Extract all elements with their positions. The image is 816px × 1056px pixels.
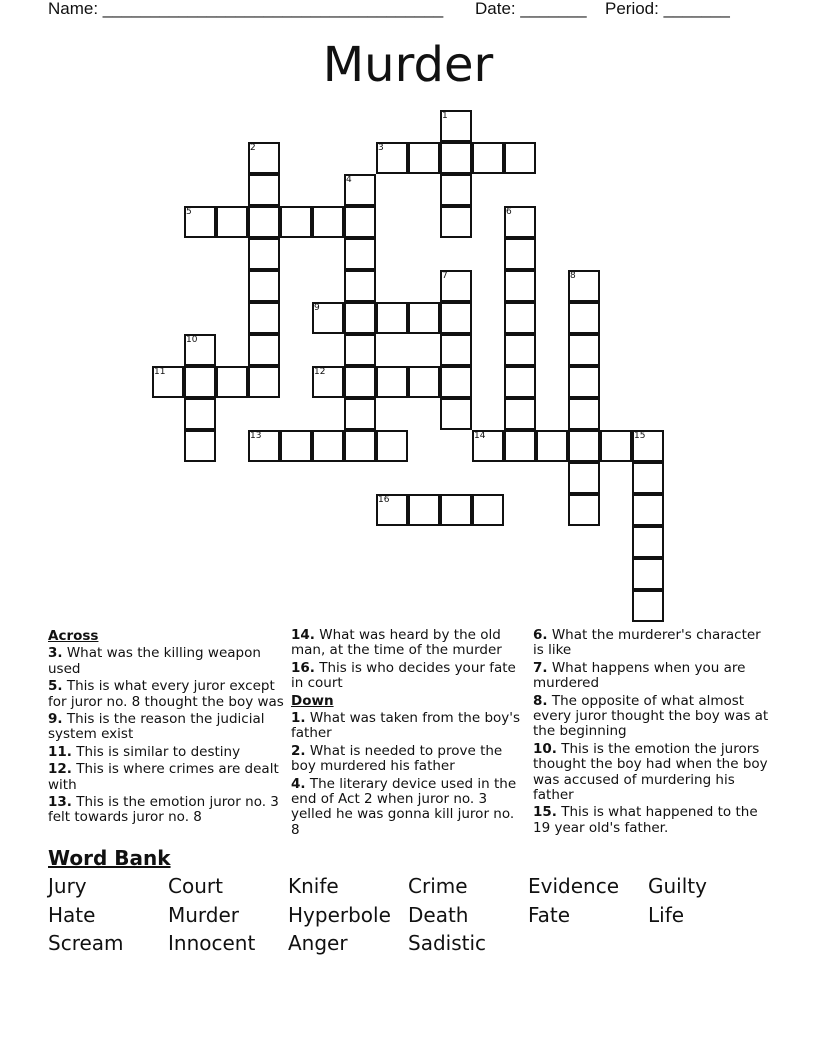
cell-number: 8 [570,271,576,281]
clue-down-2: 2. What is needed to prove the boy murdered his father [291,742,503,775]
grid-cell[interactable] [216,366,248,398]
word-bank-item: Innocent [168,931,256,955]
grid-cell[interactable] [248,238,280,270]
clue-across-9: 9. This is the reason the judicial system exist [48,711,265,743]
cell-number: 6 [506,207,512,217]
clue-across-11: 11. This is similar to destiny [48,743,241,760]
grid-cell[interactable] [376,302,408,334]
grid-cell[interactable] [344,302,376,334]
grid-cell[interactable] [408,302,440,334]
word-bank-title: Word Bank [48,846,171,870]
grid-cell[interactable] [504,430,536,462]
grid-cell[interactable] [632,590,664,622]
clues-column-3 [533,628,769,838]
clue-across-14: 14. What was heard by the old man, at the time of the murder [291,627,502,659]
grid-cell[interactable] [568,430,600,462]
grid-cell[interactable] [184,430,216,462]
word-bank-item: Sadistic [408,931,487,955]
grid-cell[interactable] [440,494,472,526]
grid-cell[interactable] [472,494,504,526]
grid-cell[interactable] [312,206,344,238]
down-heading: Down [291,692,334,709]
clue-across-16: 16. This is who decides your fate in court [291,659,516,692]
grid-cell[interactable] [632,462,664,494]
word-bank [48,872,768,958]
word-bank-item: Court [168,874,223,898]
grid-cell[interactable] [408,494,440,526]
puzzle-title: Murder [322,37,494,93]
grid-cell[interactable] [248,206,280,238]
clue-across-13: 13. This is the emotion juror no. 3 felt towards juror no. 8 [48,794,279,826]
cell-number: 14 [474,431,486,441]
grid-cell[interactable] [440,366,472,398]
grid-cell[interactable] [568,494,600,526]
word-bank-item: Evidence [528,874,620,898]
period-field[interactable]: Period: _______ [605,0,730,18]
cell-number: 1 [442,111,448,121]
grid-cell[interactable] [344,430,376,462]
word-bank-item: Fate [528,902,571,927]
word-bank-item: Death [408,902,469,927]
grid-cell[interactable] [568,462,600,494]
grid-cell[interactable] [280,206,312,238]
grid-cell[interactable] [248,270,280,302]
grid-cell[interactable] [440,206,472,238]
cell-number: 13 [250,431,262,441]
clue-across-12: 12. This is where crimes are dealt with [48,761,279,793]
grid-cell[interactable] [440,302,472,334]
grid-cell[interactable] [248,174,280,206]
cell-number: 16 [378,495,390,505]
cell-number: 4 [346,175,352,185]
grid-cell[interactable] [472,142,504,174]
grid-cell[interactable] [248,334,280,366]
name-field[interactable]: Name: ____________________________________ [48,0,444,18]
cell-number: 11 [154,367,166,377]
date-field[interactable]: Date: _______ [475,0,587,18]
grid-cell[interactable] [504,398,536,430]
cell-number: 2 [250,143,256,153]
grid-cell[interactable] [632,494,664,526]
grid-cell[interactable] [408,366,440,398]
clues-column-1 [48,628,284,828]
grid-cell[interactable] [248,302,280,334]
clue-down-1: 1. What was taken from the boy's father [291,710,521,742]
grid-cell[interactable] [600,430,632,462]
grid-cell[interactable] [440,142,472,174]
grid-cell[interactable] [344,238,376,270]
clue-down-6: 6. What the murderer's character is like [533,627,761,659]
grid-cell[interactable] [504,270,536,302]
grid-cell[interactable] [184,398,216,430]
word-bank-item: Jury [48,874,87,898]
word-bank-item: Hate [48,902,96,927]
cell-number: 15 [634,431,646,441]
word-bank-item: Knife [288,874,339,898]
grid-cell[interactable] [184,366,216,398]
word-bank-item: Crime [408,874,468,898]
grid-cell[interactable] [504,366,536,398]
cell-number: 5 [186,207,192,217]
clue-across-3: 3. What was the killing weapon used [48,645,261,677]
grid-cell[interactable] [504,142,536,174]
clue-down-4: 4. The literary device used in the end of Act 2 when juror no. 3 yelled he was gonna kill juror no. 8 [291,775,517,838]
grid-cell[interactable] [568,366,600,398]
cell-number: 12 [314,367,326,377]
grid-cell[interactable] [504,334,536,366]
grid-cell[interactable] [312,430,344,462]
cell-number: 7 [442,271,448,281]
clue-down-8: 8. The opposite of what almost every juror thought the boy was at the beginning [533,692,769,740]
clue-down-7: 7. What happens when you are murdered [533,659,746,692]
clue-across-5: 5. This is what every juror except for juror no. 8 thought the boy was [48,678,284,710]
grid-cell[interactable] [632,526,664,558]
word-bank-item: Murder [168,902,240,927]
grid-cell[interactable] [344,270,376,302]
grid-cell[interactable] [344,398,376,430]
grid-cell[interactable] [440,174,472,206]
word-bank-item: Scream [48,931,124,955]
grid-cell[interactable] [344,334,376,366]
cell-number: 3 [378,143,384,153]
word-bank-item: Life [648,902,685,927]
grid-cell[interactable] [632,558,664,590]
grid-cell[interactable] [568,302,600,334]
grid-cell[interactable] [408,142,440,174]
word-bank-item: Hyperbole [288,902,391,927]
grid-cell[interactable] [504,238,536,270]
cell-number: 10 [186,335,198,345]
word-bank-item: Anger [288,931,348,955]
across-heading: Across [48,628,99,644]
grid-cell[interactable] [280,430,312,462]
clue-down-15: 15. This is what happened to the 19 year old's father. [533,804,758,836]
clues-column-2 [291,628,527,840]
grid-cell[interactable] [568,398,600,430]
grid-cell[interactable] [216,206,248,238]
grid-cell[interactable] [344,206,376,238]
clue-down-10: 10. This is the emotion the jurors thought the boy had when the boy was accused of murdering his father [533,740,768,804]
grid-cell[interactable] [344,366,376,398]
grid-cell[interactable] [376,430,408,462]
grid-cell[interactable] [504,302,536,334]
grid-cell[interactable] [568,334,600,366]
grid-cell[interactable] [248,366,280,398]
grid-cell[interactable] [440,398,472,430]
cell-number: 9 [314,303,320,313]
grid-cell[interactable] [376,366,408,398]
grid-cell[interactable] [440,334,472,366]
grid-cell[interactable] [536,430,568,462]
word-bank-item: Guilty [648,874,707,898]
